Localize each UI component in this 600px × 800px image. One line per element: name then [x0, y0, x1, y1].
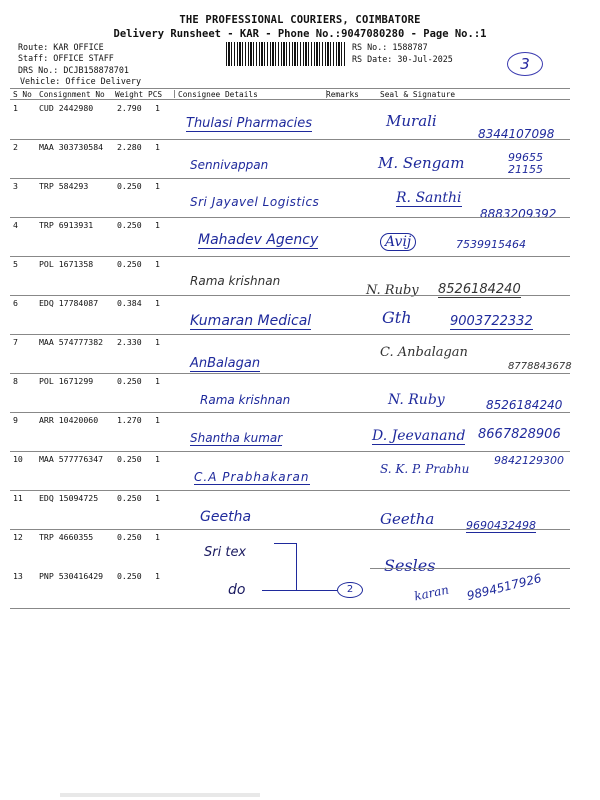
signature-phone: 8778843678: [508, 361, 572, 372]
consignee-handwriting: Mahadev Agency: [198, 232, 319, 248]
table-bottom-rule: [10, 608, 570, 609]
row-sno: 11: [13, 493, 23, 503]
signature-phone: 9690432498: [466, 519, 536, 532]
table-header-rule: [10, 99, 570, 100]
row-sno: 8: [13, 376, 18, 386]
row-weight: 2.790: [117, 103, 142, 113]
row-sno: 7: [13, 337, 18, 347]
signature: S. K. P. Prabhu: [380, 462, 470, 476]
consignee-handwriting: AnBalagan: [190, 356, 261, 371]
row-consignment: TRP 4660355: [39, 532, 94, 542]
column-divider: [326, 90, 327, 98]
row-pcs: 1: [155, 532, 160, 542]
row-rule: [10, 256, 570, 257]
col-header-weight: Weight: [115, 90, 144, 99]
staff-label: Staff: OFFICE STAFF: [18, 53, 114, 63]
row-weight: 2.330: [117, 337, 142, 347]
signature: Geetha: [380, 510, 435, 528]
rs-date: RS Date: 30-Jul-2025: [352, 54, 453, 64]
row-pcs: 1: [155, 103, 160, 113]
signature: R. Santhi: [396, 190, 462, 206]
consignee-handwriting: Thulasi Pharmacies: [186, 116, 313, 131]
company-title: THE PROFESSIONAL COURIERS, COIMBATORE: [179, 14, 421, 26]
row-rule: [10, 139, 570, 140]
row-sno: 10: [13, 454, 23, 464]
consignee-handwriting: Sri tex: [204, 545, 247, 560]
barcode-image: [226, 42, 346, 66]
row-rule: [10, 295, 570, 296]
row-consignment: POL 1671299: [39, 376, 94, 386]
row-rule: [10, 451, 570, 452]
signature: Avij: [380, 233, 416, 251]
signature-phone: 8667828906: [478, 427, 561, 442]
row-rule: [10, 490, 570, 491]
signature: N. Ruby: [366, 283, 419, 298]
consignee-handwriting: Kumaran Medical: [190, 313, 312, 329]
row-sno: 9: [13, 415, 18, 425]
col-header-seal: Seal & Signature: [380, 90, 456, 99]
row-consignment: CUD 2442980: [39, 103, 94, 113]
consignee-handwriting: Geetha: [200, 509, 252, 525]
consignee-handwriting: Sennivappan: [190, 158, 269, 172]
signature: Sesles: [384, 556, 436, 575]
signature: M. Sengam: [378, 154, 465, 172]
row-consignment: MAA 574777382: [39, 337, 104, 347]
bracket-count-mark: 2: [337, 582, 363, 598]
signature: karan: [412, 582, 451, 604]
row-sno: 12: [13, 532, 23, 542]
row-consignment: ARR 10420060: [39, 415, 99, 425]
row-consignment: EDQ 15094725: [39, 493, 99, 503]
row-rule: [370, 568, 570, 569]
signature-phone: 9003722332: [450, 314, 533, 329]
signature-phone: 8883209392: [480, 207, 557, 221]
row-pcs: 1: [155, 415, 160, 425]
consignee-handwriting: Rama krishnan: [190, 274, 281, 288]
sheet-number-mark: 3: [507, 52, 543, 76]
signature: Murali: [386, 112, 437, 130]
signature: D. Jeevanand: [372, 428, 466, 444]
row-sno: 4: [13, 220, 18, 230]
row-rule: [10, 529, 570, 530]
row-pcs: 1: [155, 454, 160, 464]
bracket-mark: [296, 543, 297, 590]
drs-number: DRS No.: DCJB158878701: [18, 65, 129, 75]
row-consignment: TRP 584293: [39, 181, 89, 191]
col-header-consignment: Consignment No: [39, 90, 105, 99]
scan-artifact: [60, 793, 260, 797]
row-sno: 1: [13, 103, 18, 113]
consignee-handwriting: do: [228, 582, 246, 598]
row-weight: 0.384: [117, 298, 142, 308]
consignee-handwriting: C.A Prabhakaran: [194, 470, 310, 484]
row-sno: 5: [13, 259, 18, 269]
signature: N. Ruby: [388, 392, 445, 408]
table-top-rule: [10, 88, 570, 89]
row-rule: [10, 412, 570, 413]
signature-phone: 99655 21155: [508, 151, 543, 176]
row-weight: 0.250: [117, 532, 142, 542]
col-header-sno: S No: [13, 90, 32, 99]
row-rule: [10, 217, 570, 218]
col-header-pcs: PCS: [148, 90, 163, 99]
row-weight: 0.250: [117, 220, 142, 230]
row-pcs: 1: [155, 142, 160, 152]
row-sno: 3: [13, 181, 18, 191]
row-rule: [10, 334, 570, 335]
row-weight: 0.250: [117, 181, 142, 191]
row-rule: [10, 373, 570, 374]
signature-phone: 8344107098: [478, 127, 555, 141]
signature: Gth: [382, 308, 412, 327]
row-consignment: POL 1671358: [39, 259, 94, 269]
row-consignment: MAA 303730584: [39, 142, 104, 152]
signature: C. Anbalagan: [380, 345, 468, 360]
row-consignment: MAA 577776347: [39, 454, 104, 464]
row-sno: 13: [13, 571, 23, 581]
route-label: Route: KAR OFFICE: [18, 42, 104, 52]
row-consignment: PNP 530416429: [39, 571, 104, 581]
row-pcs: 1: [155, 571, 160, 581]
row-weight: 2.280: [117, 142, 142, 152]
rs-number: RS No.: 1588787: [352, 42, 428, 52]
row-weight: 0.250: [117, 493, 142, 503]
row-pcs: 1: [155, 337, 160, 347]
row-pcs: 1: [155, 298, 160, 308]
row-pcs: 1: [155, 493, 160, 503]
bracket-mark: [274, 543, 296, 544]
consignee-handwriting: Shantha kumar: [190, 431, 283, 445]
row-pcs: 1: [155, 376, 160, 386]
row-pcs: 1: [155, 181, 160, 191]
row-weight: 0.250: [117, 571, 142, 581]
row-rule: [10, 178, 570, 179]
runsheet-subtitle: Delivery Runsheet - KAR - Phone No.:9047080280 - Page No.:1: [113, 28, 487, 40]
vehicle-label: Vehicle: Office Delivery: [20, 76, 142, 86]
row-weight: 0.250: [117, 376, 142, 386]
row-consignment: TRP 6913931: [39, 220, 94, 230]
consignee-handwriting: Sri Jayavel Logistics: [190, 195, 320, 209]
row-pcs: 1: [155, 220, 160, 230]
signature-phone: 9842129300: [494, 454, 564, 467]
row-weight: 0.250: [117, 259, 142, 269]
row-sno: 2: [13, 142, 18, 152]
signature-phone: 8526184240: [438, 282, 521, 297]
row-weight: 0.250: [117, 454, 142, 464]
bracket-mark: [262, 590, 337, 591]
col-header-consignee: Consignee Details: [178, 90, 258, 99]
signature-phone: 8526184240: [486, 398, 563, 412]
row-sno: 6: [13, 298, 18, 308]
row-consignment: EDQ 17784087: [39, 298, 99, 308]
row-pcs: 1: [155, 259, 160, 269]
row-weight: 1.270: [117, 415, 142, 425]
signature-phone: 9894517926: [465, 570, 543, 604]
consignee-handwriting: Rama krishnan: [200, 393, 291, 407]
col-header-remarks: Remarks: [326, 90, 359, 99]
signature-phone: 7539915464: [456, 238, 526, 251]
column-divider: [174, 90, 175, 98]
